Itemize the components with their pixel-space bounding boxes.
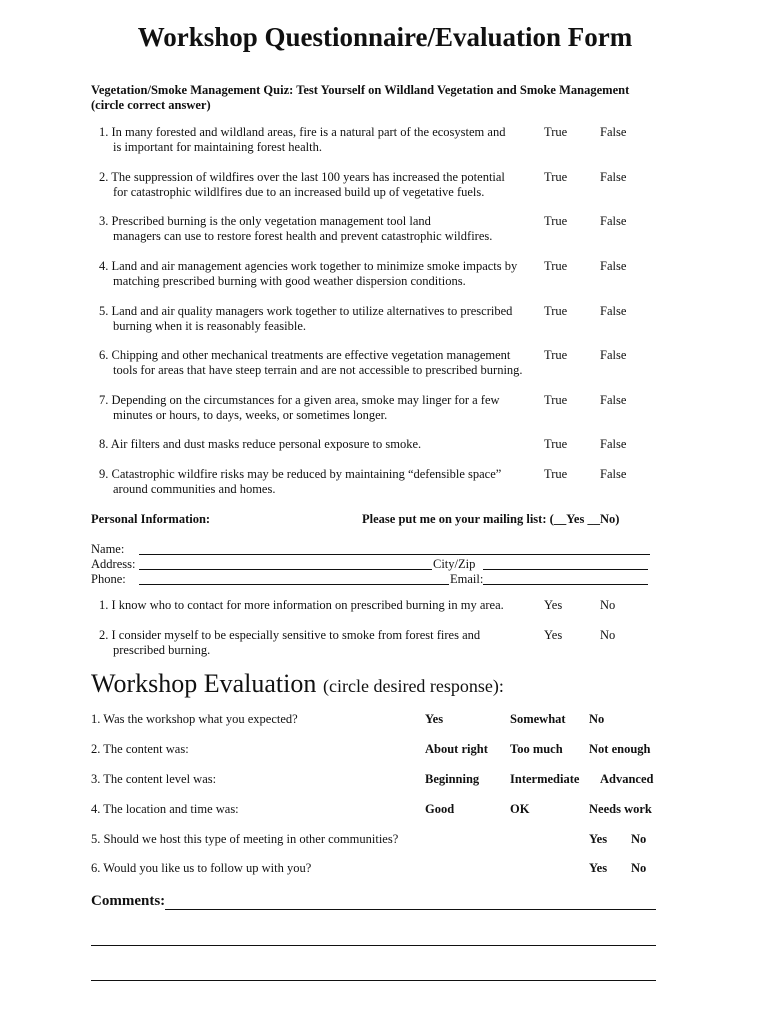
quiz-question-1 (99, 125, 505, 155)
quiz-question-9-text: 9. Catastrophic wildfire risks may be reduced by maintaining “defensible space” (99, 467, 502, 481)
quiz-3-false[interactable]: False (600, 214, 627, 228)
quiz-6-false[interactable]: False (600, 348, 627, 362)
quiz-question-6-text-cont: tools for areas that have steep terrain and are not accessible to prescribed burning. (113, 363, 523, 377)
eval-2-opt-3[interactable]: Not enough (589, 742, 651, 756)
eval-question-4: 4. The location and time was: (91, 802, 239, 816)
quiz-5-true[interactable]: True (544, 304, 568, 318)
eval-5-opt-2[interactable]: No (631, 832, 647, 846)
quiz-question-2 (99, 170, 505, 200)
quiz-question-8 (99, 437, 421, 452)
personal-question-1 (99, 598, 504, 613)
quiz-question-8-text: 8. Air filters and dust masks reduce personal exposure to smoke. (99, 437, 422, 451)
quiz-7-false[interactable]: False (600, 393, 627, 407)
quiz-question-2-text: 2. The suppression of wildfires over the last 100 years has increased the potential (99, 170, 505, 184)
personal-1-yes[interactable]: Yes (544, 598, 563, 612)
name-label: Name: (91, 542, 125, 556)
personal-question-2-text-cont: prescribed burning. (113, 643, 211, 657)
personal-question-1-text: 1. I know who to contact for more information on prescribed burning in my area. (99, 598, 504, 612)
form-title: Workshop Questionnaire/Evaluation Form (137, 22, 633, 52)
quiz-question-5 (99, 304, 512, 334)
personal-1-no[interactable]: No (600, 598, 616, 612)
eval-6-opt-2[interactable]: No (631, 861, 647, 875)
eval-4-opt-3[interactable]: Needs work (589, 802, 652, 816)
quiz-question-1-text-cont: is important for maintaining forest health. (113, 140, 322, 154)
quiz-question-7-text: 7. Depending on the circumstances for a given area, smoke may linger for a few (99, 393, 500, 407)
quiz-question-3 (99, 214, 492, 244)
eval-question-3: 3. The content level was: (91, 772, 217, 786)
eval-1-opt-1[interactable]: Yes (425, 712, 444, 726)
quiz-9-false[interactable]: False (600, 467, 627, 481)
eval-2-opt-1[interactable]: About right (425, 742, 488, 756)
quiz-intro-line2: (circle correct answer) (91, 98, 211, 112)
personal-question-2 (99, 628, 480, 658)
email-field[interactable] (483, 584, 648, 585)
mailing-list-prompt[interactable]: Please put me on your mailing list: (__Yes __No) (362, 512, 620, 526)
personal-2-no[interactable]: No (600, 628, 616, 642)
name-field[interactable] (139, 554, 650, 555)
personal-2-yes[interactable]: Yes (544, 628, 563, 642)
quiz-5-false[interactable]: False (600, 304, 627, 318)
quiz-4-true[interactable]: True (544, 259, 568, 273)
quiz-question-5-text: 5. Land and air quality managers work together to utilize alternatives to prescribed (99, 304, 513, 318)
eval-3-opt-2[interactable]: Intermediate (510, 772, 580, 786)
quiz-question-6 (99, 348, 523, 378)
quiz-2-true[interactable]: True (544, 170, 568, 184)
quiz-3-true[interactable]: True (544, 214, 568, 228)
eval-4-opt-2[interactable]: OK (510, 802, 530, 816)
address-field[interactable] (139, 569, 432, 570)
quiz-question-7-text-cont: minutes or hours, to days, weeks, or sometimes longer. (113, 408, 388, 422)
personal-question-2-text: 2. I consider myself to be especially sensitive to smoke from forest fires and (99, 628, 481, 642)
comments-line-2[interactable] (91, 945, 656, 946)
quiz-2-false[interactable]: False (600, 170, 627, 184)
quiz-question-4-text-cont: matching prescribed burning with good weather dispersion conditions. (113, 274, 466, 288)
eval-question-6: 6. Would you like us to follow up with you? (91, 861, 312, 875)
eval-question-2: 2. The content was: (91, 742, 189, 756)
quiz-question-3-text-cont: managers can use to restore forest health and prevent catastrophic wildfires. (113, 229, 493, 243)
quiz-question-5-text-cont: burning when it is reasonably feasible. (113, 319, 307, 333)
eval-3-opt-1[interactable]: Beginning (425, 772, 480, 786)
evaluation-title: Workshop Evaluation (91, 669, 317, 698)
quiz-intro (91, 83, 629, 113)
eval-1-opt-2[interactable]: Somewhat (510, 712, 566, 726)
quiz-9-true[interactable]: True (544, 467, 568, 481)
eval-5-opt-1[interactable]: Yes (589, 832, 608, 846)
comments-line-3[interactable] (91, 980, 656, 981)
quiz-question-2-text-cont: for catastrophic wildlfires due to an increased build up of vegetative fuels. (113, 185, 485, 199)
quiz-8-false[interactable]: False (600, 437, 627, 451)
quiz-8-true[interactable]: True (544, 437, 568, 451)
quiz-question-7 (99, 393, 500, 423)
personal-info-heading: Personal Information: (91, 512, 211, 526)
quiz-1-true[interactable]: True (544, 125, 568, 139)
eval-question-5: 5. Should we host this type of meeting in other communities? (91, 832, 399, 846)
quiz-4-false[interactable]: False (600, 259, 627, 273)
quiz-question-9-text-cont: around communities and homes. (113, 482, 276, 496)
quiz-question-1-text: 1. In many forested and wildland areas, fire is a natural part of the ecosystem and (99, 125, 506, 139)
cityzip-label: City/Zip (433, 557, 476, 571)
quiz-question-9 (99, 467, 501, 497)
quiz-intro-line1: Vegetation/Smoke Management Quiz: Test Yourself on Wildland Vegetation and Smoke Management (91, 83, 630, 97)
cityzip-field[interactable] (483, 569, 648, 570)
phone-label: Phone: (91, 572, 126, 586)
quiz-question-4 (99, 259, 517, 289)
quiz-7-true[interactable]: True (544, 393, 568, 407)
phone-field[interactable] (139, 584, 449, 585)
eval-question-1: 1. Was the workshop what you expected? (91, 712, 298, 726)
quiz-1-false[interactable]: False (600, 125, 627, 139)
eval-3-opt-3[interactable]: Advanced (600, 772, 654, 786)
quiz-question-3-text: 3. Prescribed burning is the only vegetation management tool land (99, 214, 431, 228)
quiz-6-true[interactable]: True (544, 348, 568, 362)
evaluation-subtitle: (circle desired response): (323, 676, 504, 696)
email-label: Email: (450, 572, 484, 586)
eval-1-opt-3[interactable]: No (589, 712, 605, 726)
address-label: Address: (91, 557, 136, 571)
comments-label: Comments: (91, 893, 166, 909)
eval-4-opt-1[interactable]: Good (425, 802, 455, 816)
quiz-question-4-text: 4. Land and air management agencies work together to minimize smoke impacts by (99, 259, 518, 273)
eval-6-opt-1[interactable]: Yes (589, 861, 608, 875)
quiz-question-6-text: 6. Chipping and other mechanical treatments are effective vegetation management (99, 348, 511, 362)
eval-2-opt-2[interactable]: Too much (510, 742, 563, 756)
comments-line-1[interactable] (165, 909, 656, 910)
